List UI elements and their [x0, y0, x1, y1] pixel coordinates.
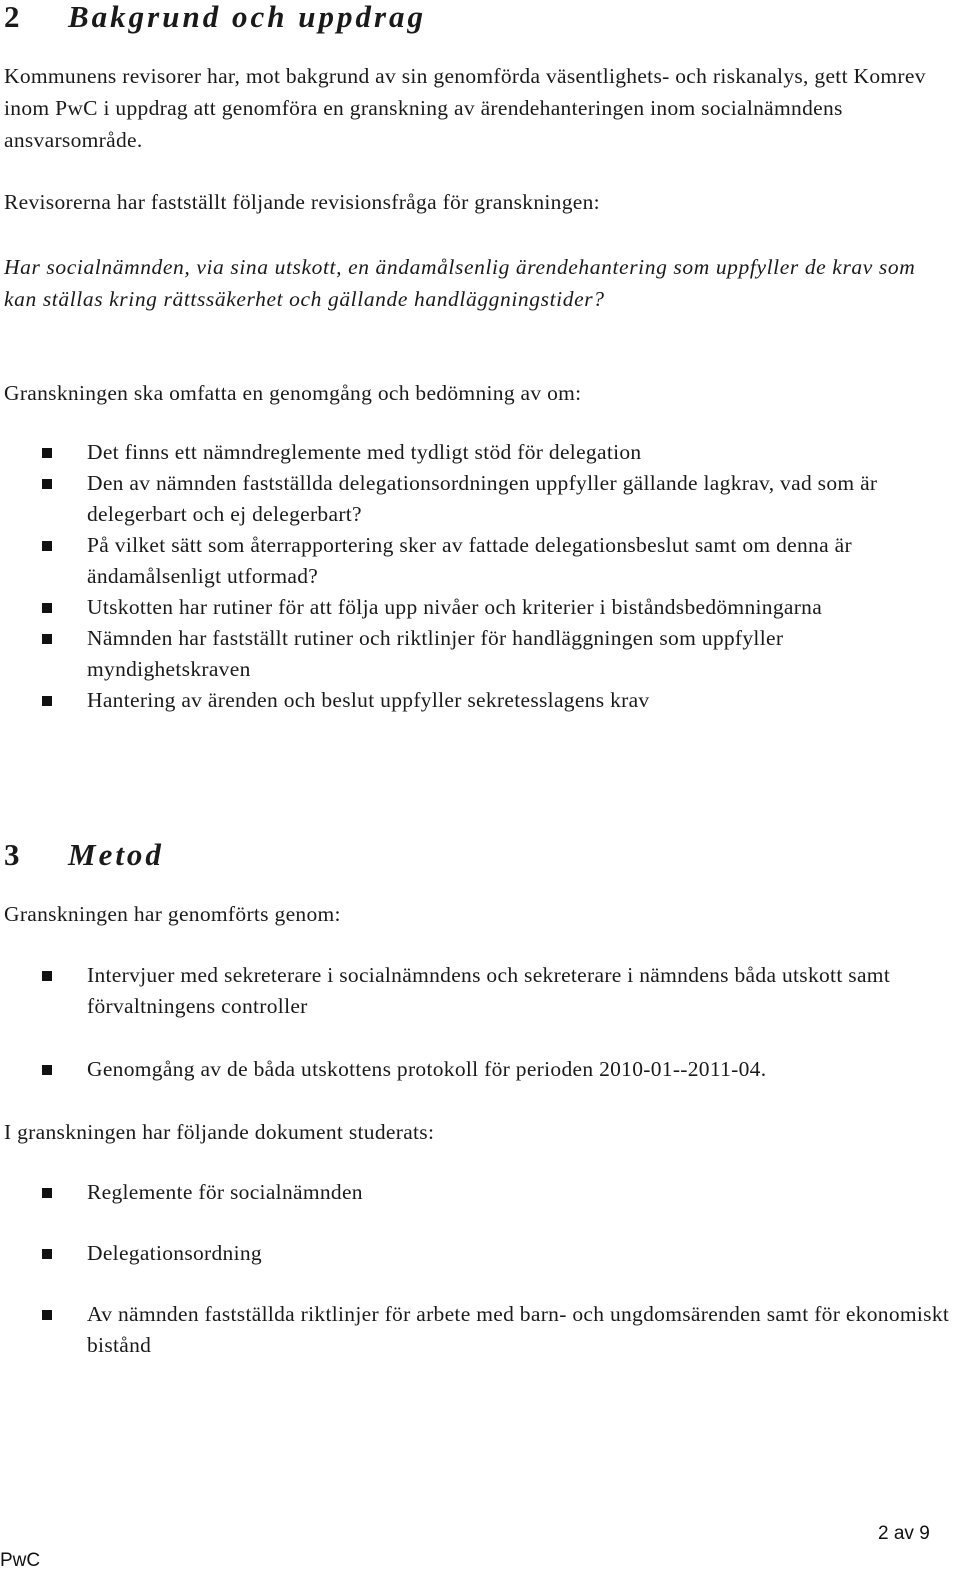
method-intro: Granskningen har genomförts genom: — [4, 902, 341, 926]
list-item: Genomgång av de båda utskottens protokoll för perioden 2010-01--2011-04. — [0, 1054, 950, 1085]
bullet-square-icon — [42, 1065, 52, 1075]
bullet-square-icon — [42, 541, 52, 551]
bullet-square-icon — [42, 696, 52, 706]
method-list-continued — [0, 1054, 950, 1085]
list-item: Av nämnden fastställda riktlinjer för arbete med barn- och ungdomsärenden samt för ekonomiskt bistånd — [0, 1299, 950, 1361]
pwc-brand-label: PwC — [0, 1550, 41, 1571]
section-3-title: Metod — [68, 837, 164, 872]
section-2-number: 2 — [4, 0, 23, 34]
scope-intro: Granskningen ska omfatta en genomgång och bedömning av om: — [4, 381, 582, 405]
section-2-title: Bakgrund och uppdrag — [68, 0, 427, 34]
method-list — [0, 960, 950, 1022]
section-2-heading — [4, 0, 426, 34]
bullet-square-icon — [42, 1310, 52, 1320]
bullet-square-icon — [42, 971, 52, 981]
list-item: Nämnden har fastställt rutiner och riktlinjer för handläggningen som uppfyller myndighetskraven — [0, 623, 950, 685]
list-item: Intervjuer med sekreterare i socialnämndens och sekreterare i nämndens båda utskott samt förvaltningens controller — [0, 960, 950, 1022]
list-item: Reglemente för socialnämnden — [0, 1177, 950, 1208]
section-3-number: 3 — [4, 837, 23, 872]
list-item: Den av nämnden fastställda delegationsordningen uppfyller gällande lagkrav, vad som är delegerbart och ej delegerbart? — [0, 468, 950, 530]
list-item: Utskotten har rutiner för att följa upp nivåer och kriterier i biståndsbedömningarna — [0, 592, 950, 623]
bullet-square-icon — [42, 603, 52, 613]
documents-list-item-1 — [0, 1177, 950, 1208]
bullet-square-icon — [42, 1249, 52, 1259]
audit-question: Har socialnämnden, via sina utskott, en ändamålsenlig ärendehantering som uppfyller de krav som kan ställas kring rättssäkerhet och gällande handläggningstider? — [4, 255, 916, 311]
section-3-heading — [4, 838, 164, 872]
list-item: Det finns ett nämndreglemente med tydligt stöd för delegation — [0, 437, 950, 468]
bullet-square-icon — [42, 1188, 52, 1198]
list-item: Hantering av ärenden och beslut uppfyller sekretesslagens krav — [0, 685, 950, 716]
page-number: 2 av 9 — [878, 1523, 930, 1544]
list-item: På vilket sätt som återrapportering sker av fattade delegationsbeslut samt om denna är ändamålsenligt utformad? — [0, 530, 950, 592]
question-intro: Revisorerna har fastställt följande revisionsfråga för granskningen: — [4, 190, 600, 214]
bullet-square-icon — [42, 448, 52, 458]
documents-list-item-2 — [0, 1238, 950, 1269]
intro-paragraph: Kommunens revisorer har, mot bakgrund av sin genomförda väsentlighets- och riskanalys, gett Komrev inom PwC i uppdrag att genomföra en granskning av ärendehanteringen inom socialnämndens ansvarsområde. — [4, 64, 926, 152]
bullet-square-icon — [42, 634, 52, 644]
documents-list-item-3 — [0, 1299, 950, 1361]
bullet-square-icon — [42, 479, 52, 489]
documents-intro: I granskningen har följande dokument studerats: — [4, 1120, 435, 1144]
scope-list — [0, 437, 950, 716]
list-item: Delegationsordning — [0, 1238, 950, 1269]
